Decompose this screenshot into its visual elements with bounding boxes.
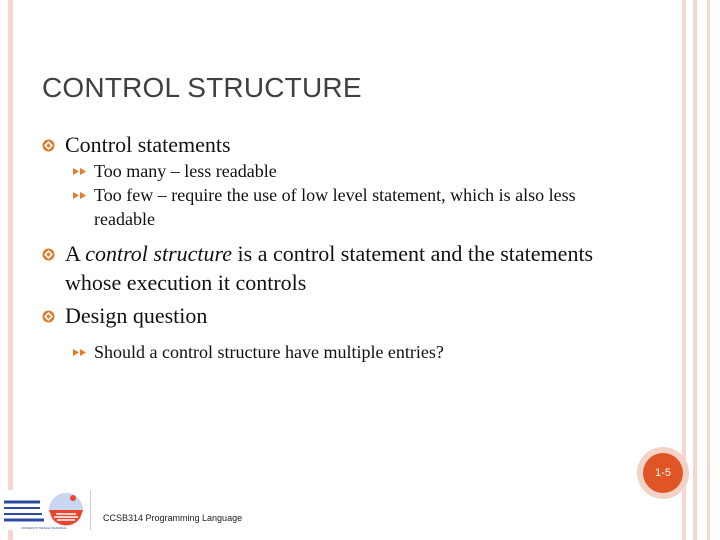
sub-bullet-item xyxy=(42,340,602,364)
diamond-bullet-icon xyxy=(42,139,55,152)
chevron-bullet-icon xyxy=(72,167,88,176)
sub-bullet-text: Should a control structure have multiple entries? xyxy=(94,342,444,362)
bullet-text-prefix: A xyxy=(65,241,86,266)
bullet-item xyxy=(42,130,602,159)
bullet-text-emphasis: control structure xyxy=(85,241,233,266)
slide-content xyxy=(42,130,602,364)
bullet-text-suffix: is a control statement and the statements whose execution it controls xyxy=(65,241,594,295)
sub-bullet-text: Too many – less readable xyxy=(94,161,277,181)
footer-divider xyxy=(90,490,91,530)
university-logo xyxy=(0,490,88,530)
diamond-bullet-icon xyxy=(42,310,55,323)
logo-text: UNIVERSITI TENAGA NASIONAL xyxy=(21,526,67,530)
right-decorative-bar xyxy=(707,0,710,540)
slide-title: CONTROL STRUCTURE xyxy=(42,72,362,103)
chevron-bullet-icon xyxy=(72,191,88,200)
sub-bullet-item xyxy=(42,159,602,183)
bullet-item xyxy=(42,301,602,330)
diamond-bullet-icon xyxy=(42,248,55,261)
sub-bullet-text: Too few – require the use of low level statement, which is also less readable xyxy=(94,185,576,229)
bullet-item xyxy=(42,239,602,297)
chevron-bullet-icon xyxy=(72,348,88,357)
right-decorative-bar xyxy=(693,0,697,540)
page-number-badge: 1-5 xyxy=(643,453,683,493)
bullet-text: Design question xyxy=(65,303,208,328)
bullet-text: Control statements xyxy=(65,132,231,157)
sub-bullet-item xyxy=(42,183,602,231)
footer-text: CCSB314 Programming Language xyxy=(103,513,243,523)
left-decorative-bar xyxy=(8,0,13,540)
